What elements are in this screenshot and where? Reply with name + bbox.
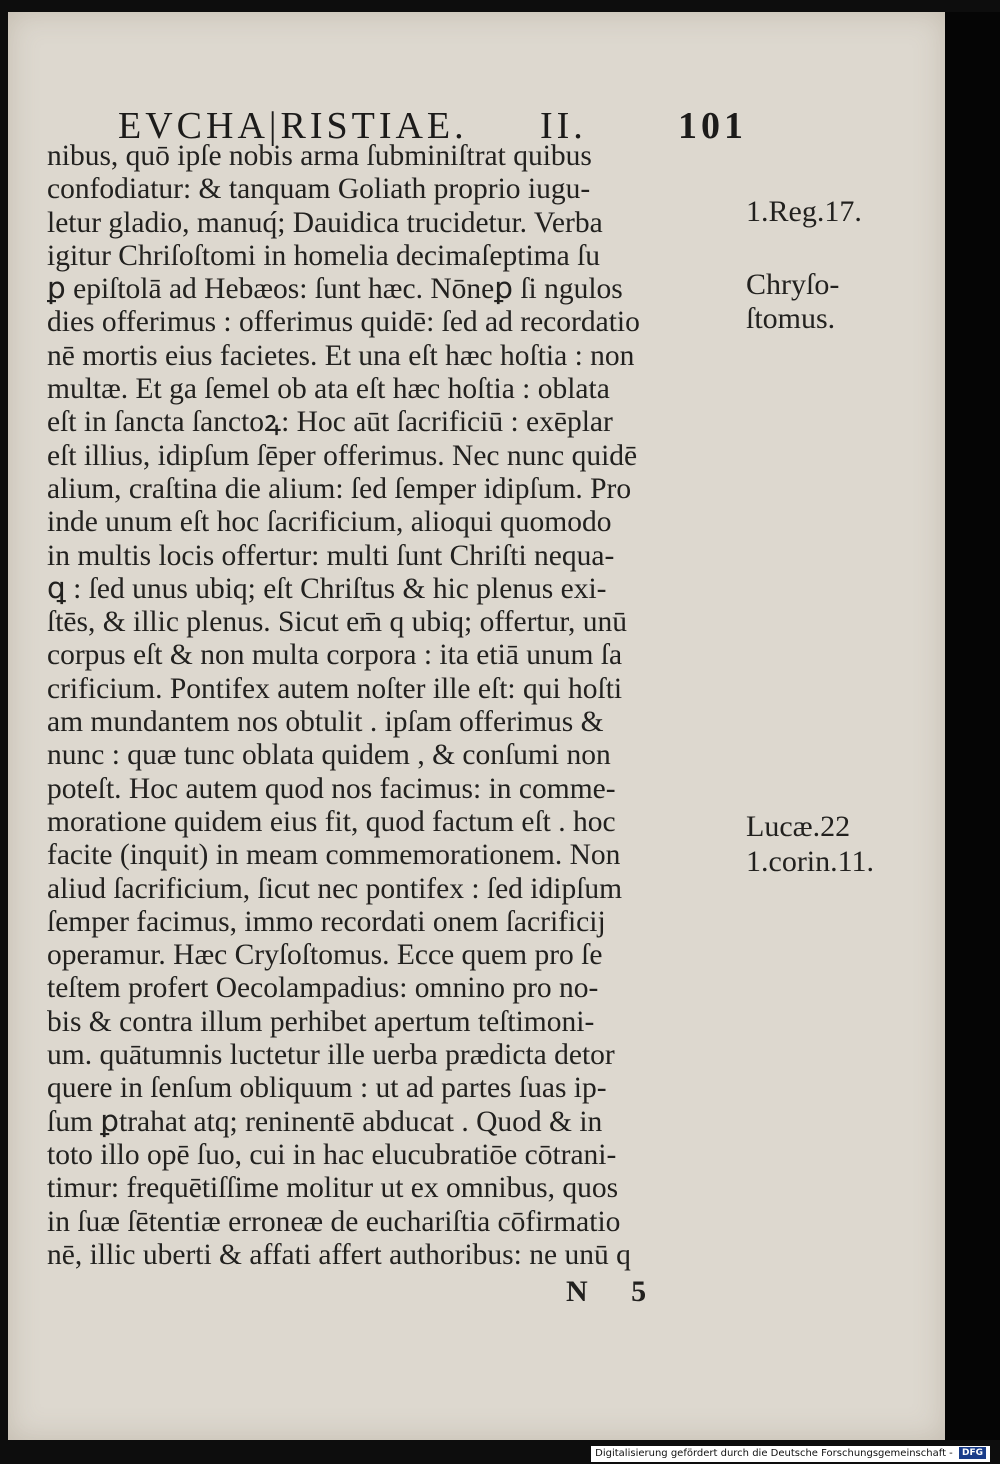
text-line: nē, illic uberti & affati affert authoribus: ne unū q (47, 1238, 631, 1271)
text-line: nunc : quæ tunc oblata quidem , & conſumi non (47, 739, 611, 772)
text-line: ſtēs, & illic plenus. Sicut em̄ q ubiq; offertur, unū (47, 606, 628, 639)
text-line: bis & contra illum perhibet apertum teſtimoni- (47, 1005, 595, 1038)
text-line: crificium. Pontifex autem noſter ille eſt: qui hoſti (47, 672, 623, 705)
text-line: dies offerimus : offerimus quidē: ſed ad recordatio (47, 306, 640, 339)
text-line: toto illo opē ſuo, cui in hac elucubratiōe cōtrani- (47, 1138, 617, 1171)
text-line: multæ. Et ga ſemel ob ata eſt hæc hoſtia : oblata (47, 373, 610, 406)
signature-mark: N 5 (566, 1275, 665, 1308)
text-line: confodiatur: & tanquam Goliath proprio iugu- (47, 173, 591, 206)
text-line: ſemper facimus, immo recordati onem ſacrificij (47, 905, 606, 938)
text-line: ꝗ : ſed unus ubiq; eſt Chriſtus & hic plenus exi- (47, 572, 607, 605)
dfg-logo: DFG (959, 1447, 986, 1459)
text-line: alium, craſtina die alium: ſed ſemper idipſum. Pro (47, 472, 632, 505)
text-line: aliud ſacrificium, ſicut nec pontifex : ſed idipſum (47, 872, 623, 905)
text-line: ꝑ epiſtolā ad Hebæos: ſunt hæc. Nōneꝑ ſi ngulos (47, 273, 623, 306)
text-line: eſt in ſancta ſanctoꝝ: Hoc aūt ſacrificiū : exēplar (47, 406, 613, 439)
text-line: in ſuæ ſētentiæ erroneæ de euchariſtia cōfirmatio (47, 1205, 621, 1238)
margin-note-corinthians: 1.corin.11. (746, 845, 875, 878)
text-line: in multis locis offertur: multi ſunt Chriſti nequa- (47, 539, 615, 572)
funding-footer (591, 1446, 990, 1462)
footer-text: Digitalisierung gefördert durch die Deutsche Forschungsgemeinschaft - (595, 1448, 953, 1459)
text-line: poteſt. Hoc autem quod nos facimus: in comme- (47, 772, 616, 805)
text-line: igitur Chriſoſtomi in homelia decimaſeptima ſu (47, 239, 601, 272)
text-line: teſtem profert Oecolampadius: omnino pro no- (47, 972, 599, 1005)
text-line: eſt illius, idipſum ſēper offerimus. Nec nunc quidē (47, 439, 638, 472)
text-line: inde unum eſt hoc ſacrificium, alioqui quomodo (47, 506, 612, 539)
margin-note-line: Chryſo- (746, 268, 840, 301)
part-number: II. (540, 105, 587, 147)
scan-border (945, 12, 1000, 1440)
folio-number: 101 (678, 105, 747, 147)
text-line: operamur. Hæc Cryſoſtomus. Ecce quem pro ſe (47, 939, 603, 972)
margin-note-reg: 1.Reg.17. (746, 195, 862, 228)
text-line: nibus, quō ipſe nobis arma ſubminiſtrat quibus (47, 140, 592, 172)
margin-note-line: ſtomus. (746, 302, 836, 335)
text-line: um. quātumnis luctetur ille uerba prædicta detor (47, 1039, 615, 1072)
text-line: am mundantem nos obtulit . ipſam offerimus & (47, 706, 604, 739)
text-line: letur gladio, manuq́; Dauidica trucidetur. Verba (47, 206, 603, 239)
text-line: facite (inquit) in meam commemorationem. Non (47, 839, 621, 872)
body-text (47, 140, 737, 1272)
text-line: nē mortis eius facietes. Et una eſt hæc hoſtia : non (47, 339, 635, 372)
text-line: quere in ſenſum obliquum : ut ad partes ſuas ip- (47, 1072, 607, 1105)
margin-note-chrysostomus (746, 268, 839, 336)
text-line: timur: frequētiſſime molitur ut ex omnibus, quos (47, 1172, 619, 1205)
text-line: moratione quidem eius fit, quod factum eſt . hoc (47, 805, 616, 838)
text-line: corpus eſt & non multa corpora : ita etiā unum ſa (47, 639, 623, 672)
text-line: ſum ꝑtrahat atq; reninentē abducat . Quod & in (47, 1105, 603, 1138)
margin-note-luke: Lucæ.22 (746, 810, 851, 843)
running-title: EVCHA|RISTIAE. (118, 105, 468, 147)
